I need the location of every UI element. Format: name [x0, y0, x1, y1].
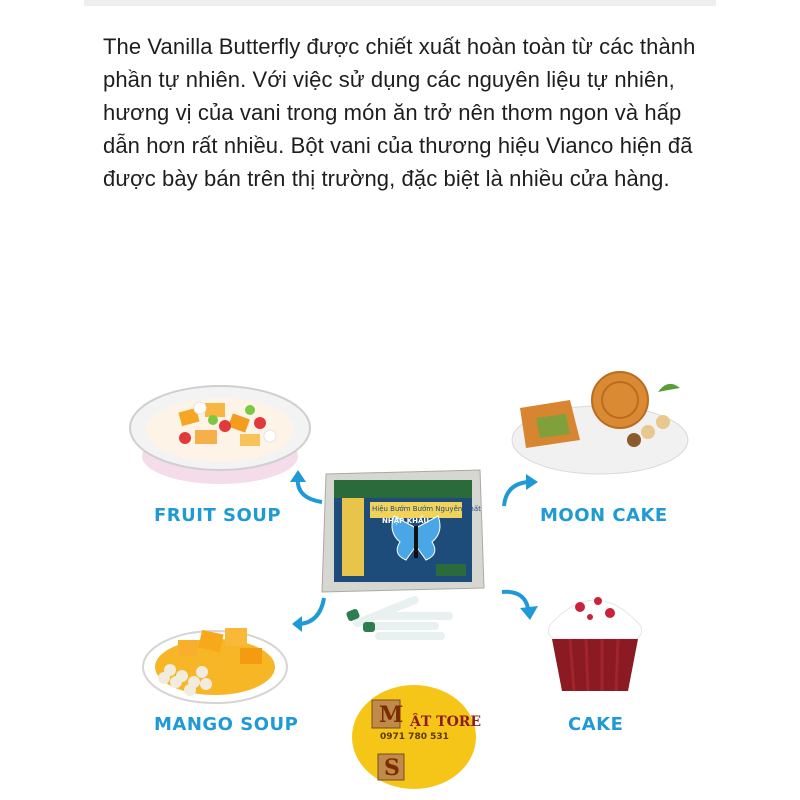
fruit-soup-image: [125, 368, 315, 488]
arrow-to-fruit-soup-icon: [288, 468, 328, 508]
top-divider: [84, 0, 716, 6]
article-paragraph: The Vanilla Butterfly được chiết xuất hoàn toàn từ các thành phần tự nhiên. Với việc sử dụng các nguyên liệu tự nhiên, hương vị của vani trong món ăn trở nên thơm ngon và hấp dẫn hơn rất nhiều. Bột vani của thương hiệu Vianco hiện đã được bày bán trên thị trường, đặc biệt là nhiều cửa hàng.: [103, 34, 696, 191]
arrow-to-mango-soup-icon: [290, 592, 330, 632]
package-brand-text: Hiệu Bướm Bướm Nguyên Chất: [372, 505, 481, 513]
svg-text:M: M: [379, 702, 404, 728]
moon-cake-image: [508, 370, 690, 480]
vanilla-tubes-image: [345, 588, 460, 648]
label-moon-cake: MOON CAKE: [540, 505, 668, 526]
svg-text:S: S: [384, 755, 400, 781]
store-phone-text: 0971 780 531: [380, 732, 449, 742]
store-name-text: ẬT TORE: [410, 714, 482, 730]
cake-image: [540, 585, 650, 697]
label-mango-soup: MANGO SOUP: [154, 714, 299, 735]
package-import-text: NHẬP KHẨU: [382, 517, 430, 525]
arrow-to-moon-cake-icon: [498, 472, 540, 512]
label-fruit-soup: FRUIT SOUP: [154, 505, 282, 526]
arrow-to-cake-icon: [498, 586, 540, 622]
label-cake: CAKE: [568, 714, 624, 735]
mango-soup-image: [140, 612, 290, 707]
vanilla-package-image: [318, 468, 488, 596]
